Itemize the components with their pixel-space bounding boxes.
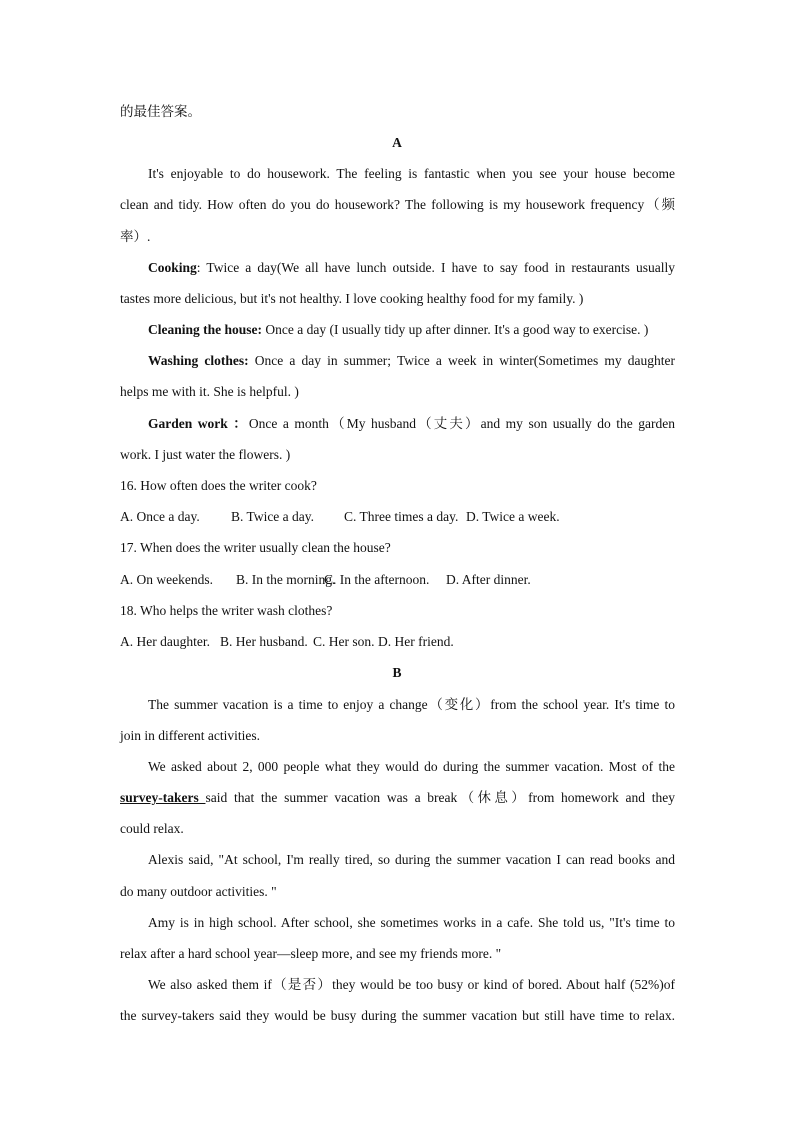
paragraph-b5-line1: We also asked them if（是否）they would be too busy or kind of bored. About half (52%)of <box>148 977 675 992</box>
paragraph-b1-line2: join in different activities. <box>120 728 260 743</box>
paragraph-b4-line1: Amy is in high school. After school, she sometimes works in a cafe. She told us, "It's time to <box>148 915 675 930</box>
paragraph-b5-line2: the survey-takers said they would be busy during the summer vacation but still have time to relax. <box>120 1008 675 1023</box>
washing-label: Washing clothes: <box>148 353 249 368</box>
q16-option-d: D. Twice a week. <box>466 509 560 524</box>
question-16: 16. How often does the writer cook? <box>120 478 317 493</box>
q18-option-c: C. Her son. <box>313 634 375 649</box>
cleaning-label: Cleaning the house: <box>148 322 263 337</box>
washing-text: Once a day in summer; Twice a week in winter(Sometimes my daughter <box>248 353 675 368</box>
paragraph-a1-line3: 率）. <box>120 229 151 244</box>
section-b-heading: B <box>392 665 402 680</box>
q17-option-b: B. In the morning. <box>236 572 336 587</box>
cooking-line1 <box>148 260 675 276</box>
q16-option-c: C. Three times a day. <box>344 509 459 524</box>
paragraph-a1-line1: It's enjoyable to do housework. The feeling is fantastic when you see your house become <box>148 166 675 181</box>
paragraph-b1-line1: The summer vacation is a time to enjoy a change（变化）from the school year. It's time to <box>148 697 675 712</box>
q16-option-a: A. Once a day. <box>120 509 200 524</box>
garden-label: Garden work ： <box>148 416 249 431</box>
question-17: 17. When does the writer usually clean the house? <box>120 540 391 555</box>
paragraph-b4-line2: relax after a hard school year—sleep more, and see my friends more. " <box>120 946 502 961</box>
q18-option-b: B. Her husband. <box>220 634 308 649</box>
q16-option-b: B. Twice a day. <box>231 509 315 524</box>
question-18: 18. Who helps the writer wash clothes? <box>120 603 333 618</box>
q18-option-d: D. Her friend. <box>378 634 454 649</box>
cooking-label: Cooking <box>148 260 197 275</box>
question-17-options <box>120 572 675 588</box>
q18-option-a: A. Her daughter. <box>120 634 210 649</box>
garden-line2: work. I just water the flowers. ) <box>120 447 291 462</box>
paragraph-b3-line1: Alexis said, "At school, I'm really tired, so during the summer vacation I can read books and <box>148 852 675 867</box>
washing-line2: helps me with it. She is helpful. ) <box>120 384 299 399</box>
section-a-heading: A <box>392 135 402 150</box>
question-16-options <box>120 509 675 525</box>
cleaning-text: Once a day (I usually tidy up after dinner. It's a good way to exercise. ) <box>262 322 649 337</box>
garden-text: Once a month（My husband（丈夫）and my son usually do the garden <box>248 416 675 431</box>
cooking-text: : Twice a day(We all have lunch outside. I have to say food in restaurants usually <box>196 260 675 275</box>
paragraph-b2-line3: could relax. <box>120 821 184 836</box>
paragraph-b2-line1: We asked about 2, 000 people what they would do during the summer vacation. Most of the <box>148 759 675 774</box>
survey-takers-keyword: survey-takers <box>120 790 206 805</box>
q17-option-a: A. On weekends. <box>120 572 213 587</box>
paragraph-b2-line2-text: said that the summer vacation was a break（休息）from homework and they <box>205 790 675 805</box>
washing-line1 <box>148 353 675 369</box>
paragraph-a1-line2: clean and tidy. How often do you do housework? The following is my housework frequency（频 <box>120 197 675 212</box>
garden-line1 <box>148 416 675 432</box>
question-18-options <box>120 634 675 650</box>
cleaning-line <box>148 322 675 338</box>
paragraph-b3-line2: do many outdoor activities. " <box>120 884 277 899</box>
q17-option-d: D. After dinner. <box>446 572 531 587</box>
intro-text: 的最佳答案。 <box>120 104 201 119</box>
q17-option-c: C. In the afternoon. <box>324 572 430 587</box>
cooking-line2: tastes more delicious, but it's not healthy. I love cooking healthy food for my family. ) <box>120 291 584 306</box>
paragraph-b2-line2 <box>120 790 675 806</box>
